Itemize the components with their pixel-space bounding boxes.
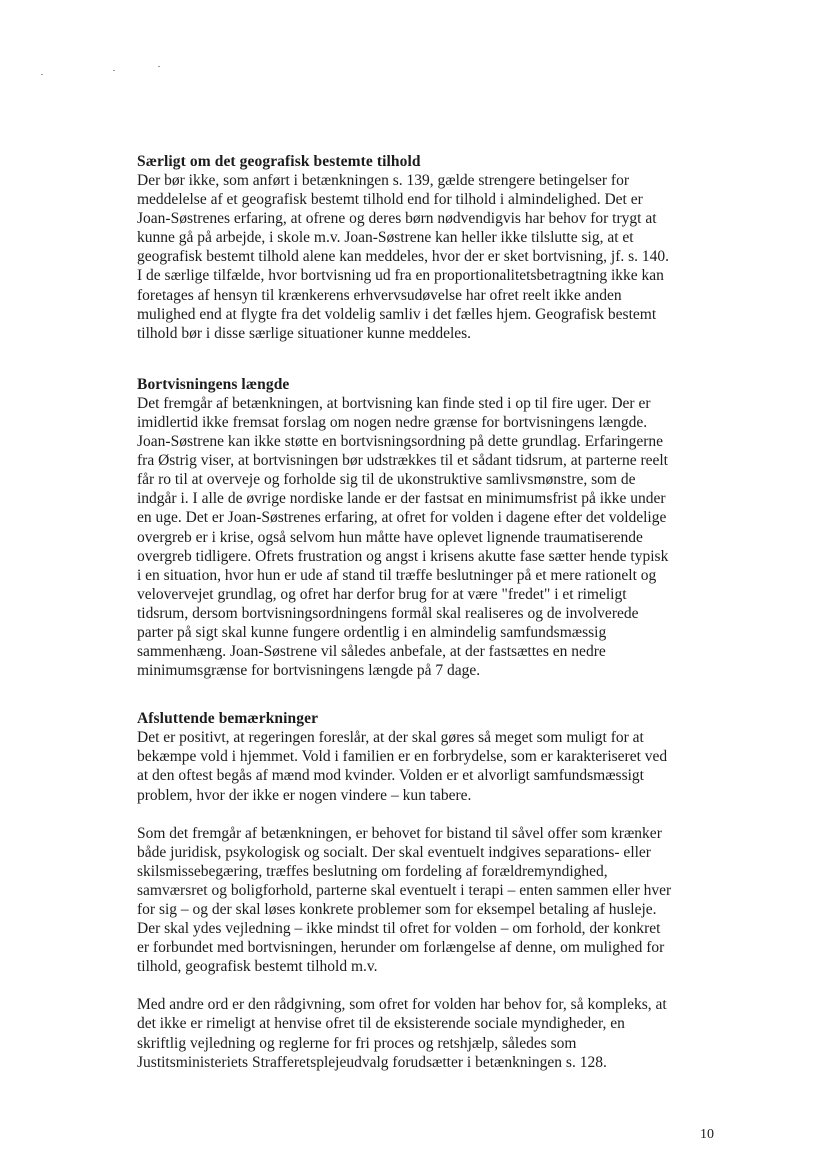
text-line: indgår i. I alle de øvrige nordiske lande er der fastsat en minimumsfrist på ikke under: [137, 490, 666, 508]
text-line: Det fremgår af betænkningen, at bortvisning kan finde sted i op til fire uger. Der er: [137, 394, 651, 412]
text-line: parter på sigt skal kunne fungere ordentlig i en almindelig samfundsmæssig: [137, 623, 607, 641]
paragraph-spacer: [137, 805, 727, 824]
scan-speck: [41, 74, 43, 75]
document-section: [137, 375, 727, 680]
text-line: overgreb tidligere. Ofrets frustration og angst i krisens akutte fase sætter hende typisk: [137, 547, 669, 565]
text-line: foretages af hensyn til krænkerens erhvervsudøvelse har ofret reelt ikke anden: [137, 286, 622, 304]
section-heading: Afsluttende bemærkninger: [137, 710, 319, 728]
section-spacer: [137, 680, 727, 709]
text-line: I de særlige tilfælde, hvor bortvisning ud fra en proportionalitetsbetragtning ikke kan: [137, 267, 664, 285]
body-paragraph: [137, 728, 727, 804]
text-line: overgreb er i krise, også selvom hun måtte have oplevet lignende traumatiserende: [137, 528, 643, 546]
text-line: Justitsministeriets Strafferetsplejeudvalg forudsætter i betænkningen s. 128.: [137, 1053, 607, 1071]
text-line: Der skal ydes vejledning – ikke mindst til ofret for volden – om forhold, der konkret: [137, 920, 661, 938]
text-line: skilsmissebegæring, træffes beslutning om fordeling af forældremyndighed,: [137, 862, 608, 880]
text-line: tidsrum, dersom bortvisningsordningens formål skal realiseres og de involverede: [137, 604, 639, 622]
text-line: bekæmpe vold i hjemmet. Vold i familien er en forbrydelse, som er karakteriseret ved: [137, 748, 668, 766]
text-line: geografisk bestemt tilhold alene kan meddeles, hvor der er sket bortvisning, jf. s. 140.: [137, 248, 670, 266]
document-section: [137, 709, 727, 1072]
text-line: problem, hvor der ikke er nogen vindere – kun tabere.: [137, 786, 472, 804]
text-line: fra Østrig viser, at bortvisningen bør udstrækkes til et sådant tidsrum, at parterne reelt: [137, 452, 668, 470]
section-heading: Særligt om det geografisk bestemte tilhold: [137, 153, 421, 170]
document-section: [137, 152, 727, 343]
text-line: får ro til at overveje og forholde sig til de ukonstruktive samlivsmønstre, som de: [137, 471, 636, 489]
body-paragraph: [137, 824, 727, 977]
paragraph-spacer: [137, 976, 727, 995]
text-line: skriftlig vejledning og reglerne for fri proces og retshjælp, således som: [137, 1034, 577, 1052]
text-line: minimumsgrænse for bortvisningens længde på 7 dage.: [137, 662, 481, 680]
text-line: i en situation, hvor hun er ude af stand til træffe beslutninger på et mere rationelt og: [137, 566, 657, 584]
scan-speck: [158, 66, 160, 67]
text-line: velovervejet grundlag, og ofret har derfor brug for at være "fredet" i et rimeligt: [137, 585, 627, 603]
text-line: Med andre ord er den rådgivning, som ofret for volden har behov for, så kompleks, at: [137, 996, 667, 1014]
text-line: at den oftest begås af mænd mod kvinder. Volden er et alvorligt samfundsmæssigt: [137, 767, 644, 785]
page-number: 10: [700, 1127, 714, 1142]
text-line: kunne gå på arbejde, i skole m.v. Joan-Søstrene kan heller ikke tilslutte sig, at et: [137, 229, 634, 247]
text-line: imidlertid ikke fremsat forslag om nogen nedre grænse for bortvisningens længde.: [137, 413, 648, 431]
text-line: en uge. Det er Joan-Søstrenes erfaring, at ofret for volden i dagene efter det voldelige: [137, 509, 667, 527]
text-line: tilhold bør i disse særlige situationer kunne meddeles.: [137, 324, 472, 342]
text-line: er forbundet med bortvisningen, herunder om forlængelse af denne, om mulighed for: [137, 939, 665, 957]
text-line: både juridisk, psykologisk og socialt. Der skal eventuelt indgives separations- eller: [137, 843, 651, 861]
text-line: tilhold, geografisk bestemt tilhold m.v.: [137, 958, 378, 976]
body-paragraph: [137, 394, 727, 680]
text-line: Det er positivt, at regeringen foreslår, at der skal gøres så meget som muligt for at: [137, 729, 644, 747]
text-line: Joan-Søstrene kan ikke støtte en bortvisningsordning på dette grundlag. Erfaringerne: [137, 433, 664, 451]
text-line: for sig – og der skal løses konkrete problemer som for eksempel betaling af husleje.: [137, 901, 657, 918]
text-line: samværsret og boligforhold, parterne skal eventuelt i terapi – enten sammen eller hver: [137, 881, 672, 899]
scan-speck: [113, 70, 115, 71]
text-line: Der bør ikke, som anført i betænkningen s. 139, gælde strengere betingelser for: [137, 172, 630, 189]
text-line: mulighed end at flygte fra det voldelig samliv i det fælles hjem. Geografisk bestemt: [137, 305, 657, 323]
text-line: Joan-Søstrenes erfaring, at ofrene og deres børn nødvendigvis har behov for trygt at: [137, 210, 657, 228]
text-line: det ikke er rimeligt at henvise ofret til de eksisterende sociale myndigheder, en: [137, 1015, 625, 1033]
section-spacer: [137, 343, 727, 375]
text-line: Som det fremgår af betænkningen, er behovet for bistand til såvel offer som krænker: [137, 824, 662, 842]
text-line: meddelelse af et geografisk bestemt tilhold end for tilhold i almindelighed. Det er: [137, 191, 643, 209]
body-paragraph: [137, 171, 727, 343]
section-heading: Bortvisningens længde: [137, 375, 290, 393]
body-paragraph: [137, 995, 727, 1071]
document-body: [137, 152, 727, 1072]
text-line: sammenhæng. Joan-Søstrene vil således anbefale, at der fastsættes en nedre: [137, 643, 606, 661]
